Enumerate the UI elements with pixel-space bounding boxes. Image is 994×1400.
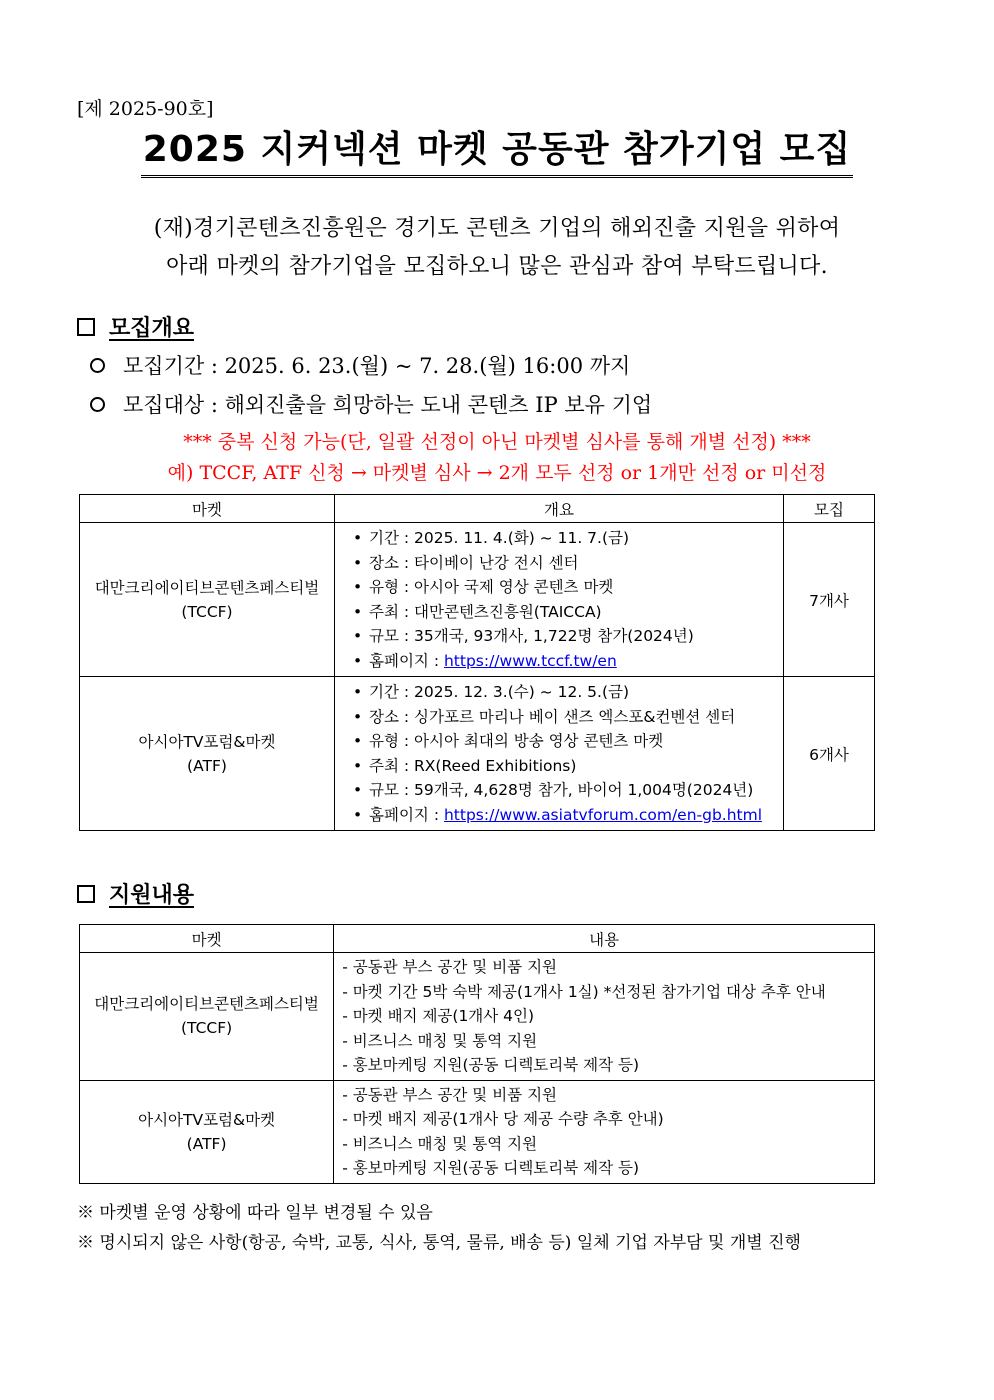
bullet-dot-icon: •	[353, 651, 363, 670]
list-item: • 규모 : 35개국, 93개사, 1,722명 참가(2024년)	[353, 624, 783, 649]
homepage-label: 홈페이지 :	[369, 651, 444, 670]
circle-bullet-icon	[90, 397, 105, 412]
market-abbr: (TCCF)	[181, 602, 233, 621]
list-item: • 장소 : 싱가포르 마리나 베이 샌즈 엑스포&컨벤션 센터	[353, 705, 783, 730]
market-name-cell	[80, 1080, 334, 1183]
bullet-dot-icon: •	[353, 683, 363, 701]
homepage-label: 홈페이지 :	[369, 805, 444, 824]
market-name: 대만크리에이티브콘텐츠페스티벌	[94, 995, 319, 1014]
bullet-dot-icon: •	[353, 707, 363, 726]
recruitment-period	[90, 350, 630, 380]
table-row	[80, 1080, 875, 1183]
market-name: 대만크리에이티브콘텐츠페스티벌	[94, 578, 320, 597]
page-title-text: 2025 지커넥션 마켓 공동관 참가기업 모집	[141, 127, 854, 178]
bullet-dot-icon: •	[353, 732, 363, 750]
header-content: 내용	[334, 925, 875, 953]
intro-line-1: (재)경기콘텐츠진흥원은 경기도 콘텐츠 기업의 해외진출 지원을 위하여	[153, 216, 841, 241]
support-table	[79, 924, 875, 1184]
list-item: • 유형 : 아시아 최대의 방송 영상 콘텐츠 마켓	[353, 729, 783, 754]
table-header-row	[80, 925, 875, 953]
header-market: 마켓	[80, 925, 334, 953]
recruit-count: 6개사	[784, 677, 875, 831]
market-name: 아시아TV포럼&마켓	[138, 732, 276, 751]
header-count: 모집	[784, 495, 875, 523]
selection-example: 예) TCCF, ATF 신청 → 마켓별 심사 → 2개 모두 선정 or 1개만 선정 or 미선정	[167, 462, 827, 484]
circle-bullet-icon	[90, 358, 105, 373]
document-number: [제 2025-90호]	[77, 98, 214, 120]
list-item: - 공동관 부스 공간 및 비품 지원	[342, 958, 558, 976]
bullet-dot-icon: •	[353, 805, 363, 824]
bullet-dot-icon: •	[353, 781, 363, 799]
header-overview: 개요	[335, 495, 784, 523]
homepage-link-atf[interactable]: https://www.asiatvforum.com/en-gb.html	[443, 805, 763, 824]
page-title	[0, 127, 994, 178]
homepage-link-tccf[interactable]: https://www.tccf.tw/en	[443, 651, 617, 670]
market-abbr: (TCCF)	[180, 1019, 233, 1038]
recruitment-period-text: 모집기간 : 2025. 6. 23.(월) ~ 7. 28.(월) 16:00 까지	[123, 354, 631, 378]
list-item: • 주최 : 대만콘텐츠진흥원(TAICCA)	[353, 600, 783, 625]
section-heading-support	[77, 878, 194, 909]
bullet-dot-icon: •	[353, 756, 363, 775]
list-item: - 공동관 부스 공간 및 비품 지원	[342, 1085, 558, 1104]
list-item: - 비즈니스 매칭 및 통역 지원	[342, 1134, 538, 1153]
support-content-cell	[334, 1080, 875, 1183]
market-name-cell	[80, 677, 335, 831]
recruitment-target	[90, 389, 652, 419]
market-name-cell	[80, 523, 335, 677]
list-item: • 장소 : 타이베이 난강 전시 센터	[353, 551, 783, 576]
header-market: 마켓	[80, 495, 335, 523]
section-heading-label: 모집개요	[109, 316, 195, 341]
list-item	[353, 803, 783, 828]
market-overview-cell	[335, 523, 784, 677]
bullet-dot-icon: •	[353, 578, 363, 596]
checkbox-square-icon	[77, 318, 95, 336]
market-name-cell	[80, 953, 334, 1081]
list-item: - 마켓 기간 5박 숙박 제공(1개사 1실) *선정된 참가기업 대상 추후 안내	[342, 982, 826, 1001]
market-abbr: (ATF)	[187, 756, 227, 775]
list-item: - 홍보마케팅 지원(공동 디렉토리북 제작 등)	[342, 1159, 640, 1177]
bullet-dot-icon: •	[353, 602, 363, 621]
list-item: • 주최 : RX(Reed Exhibitions)	[353, 754, 783, 779]
note-line: ※ 마켓별 운영 상황에 따라 일부 변경될 수 있음	[77, 1203, 433, 1223]
list-item	[353, 649, 783, 674]
bullet-dot-icon: •	[353, 553, 363, 572]
recruitment-target-text: 모집대상 : 해외진출을 희망하는 도내 콘텐츠 IP 보유 기업	[123, 393, 653, 417]
bullet-dot-icon: •	[353, 627, 363, 645]
section-heading-recruitment	[77, 311, 194, 342]
market-name: 아시아TV포럼&마켓	[138, 1110, 276, 1129]
support-content-cell	[334, 953, 875, 1081]
table-row	[80, 677, 875, 831]
market-overview-table	[79, 494, 875, 831]
section-heading-label: 지원내용	[109, 883, 195, 908]
table-row	[80, 523, 875, 677]
list-item: - 마켓 배지 제공(1개사 4인)	[342, 1007, 535, 1025]
table-row	[80, 953, 875, 1081]
list-item: - 마켓 배지 제공(1개사 당 제공 수량 추후 안내)	[342, 1110, 664, 1128]
list-item: • 규모 : 59개국, 4,628명 참가, 바이어 1,004명(2024년)	[353, 778, 783, 803]
list-item: • 기간 : 2025. 12. 3.(수) ~ 12. 5.(금)	[353, 680, 783, 705]
bullet-dot-icon: •	[353, 529, 363, 547]
list-item: - 비즈니스 매칭 및 통역 지원	[342, 1031, 538, 1050]
list-item: • 유형 : 아시아 국제 영상 콘텐츠 마켓	[353, 575, 783, 600]
list-item: - 홍보마케팅 지원(공동 디렉토리북 제작 등)	[342, 1056, 640, 1074]
duplicate-notice: *** 중복 신청 가능(단, 일괄 선정이 아닌 마켓별 심사를 통해 개별 선정) ***	[183, 431, 811, 453]
note-line: ※ 명시되지 않은 사항(항공, 숙박, 교통, 식사, 통역, 물류, 배송 등) 일체 기업 자부담 및 개별 진행	[77, 1233, 801, 1253]
list-item: • 기간 : 2025. 11. 4.(화) ~ 11. 7.(금)	[353, 526, 783, 551]
market-overview-cell	[335, 677, 784, 831]
checkbox-square-icon	[77, 885, 95, 903]
table-header-row	[80, 495, 875, 523]
recruit-count: 7개사	[784, 523, 875, 677]
market-abbr: (ATF)	[186, 1134, 227, 1153]
intro-line-2: 아래 마켓의 참가기업을 모집하오니 많은 관심과 참여 부탁드립니다.	[166, 254, 828, 279]
